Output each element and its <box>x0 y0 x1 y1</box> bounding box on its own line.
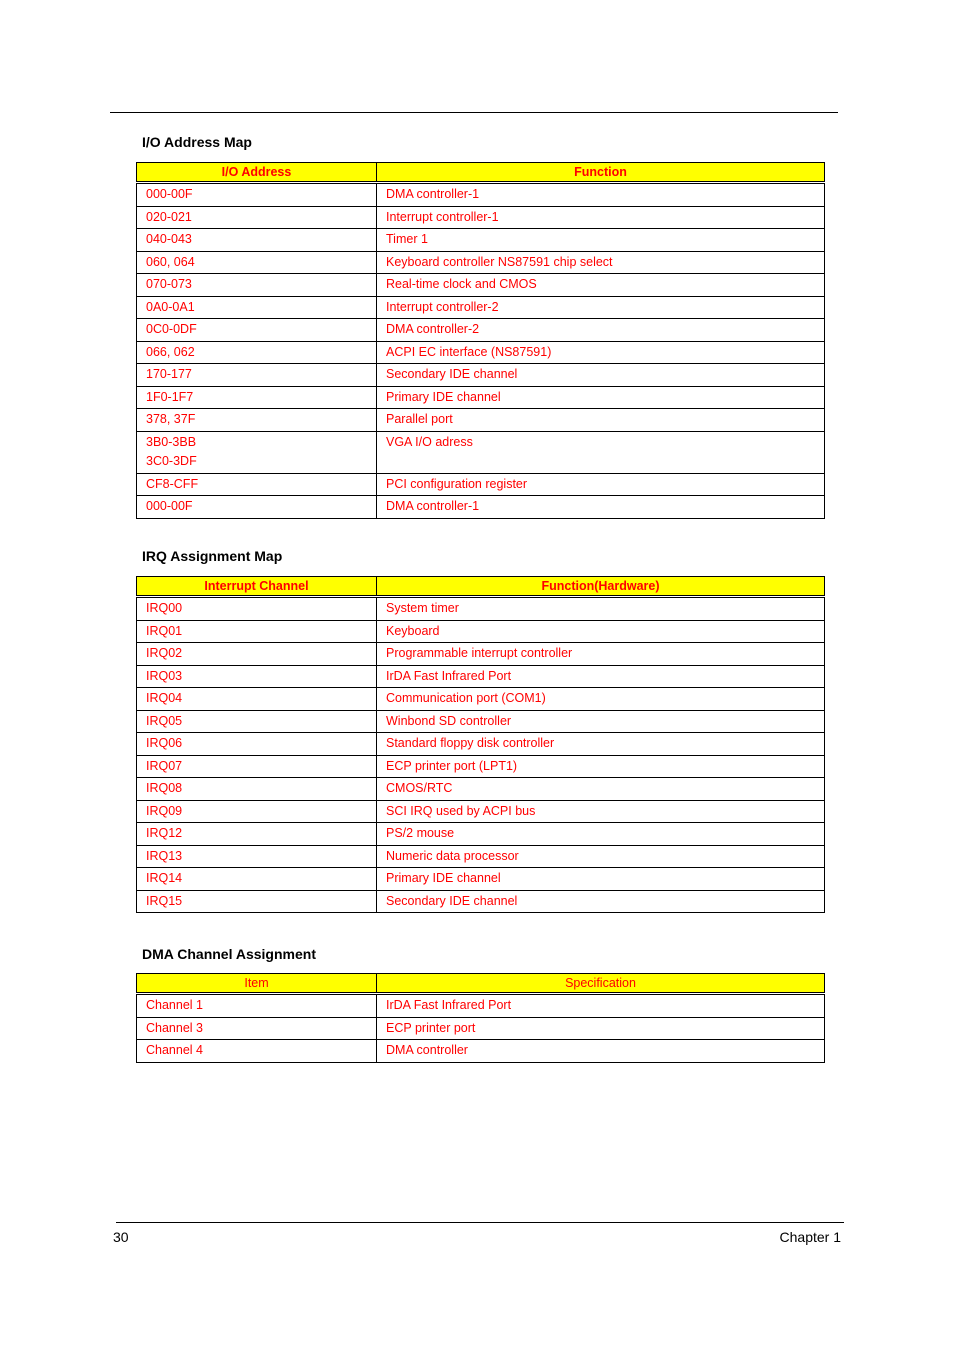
function-cell: PCI configuration register <box>377 473 825 496</box>
dma-item-cell: Channel 1 <box>137 994 377 1018</box>
function-cell: Keyboard controller NS87591 chip select <box>377 251 825 274</box>
io-address-cell: 0A0-0A1 <box>137 296 377 319</box>
function-cell: Timer 1 <box>377 229 825 252</box>
table-row <box>137 688 825 711</box>
io-address-cell: 070-073 <box>137 274 377 297</box>
chapter-label: Chapter 1 <box>779 1229 841 1245</box>
table-row <box>137 994 825 1018</box>
function-cell: Winbond SD controller <box>377 710 825 733</box>
function-header: Function <box>377 163 825 183</box>
irq-channel-cell: IRQ01 <box>137 620 377 643</box>
io-address-cell: 170-177 <box>137 364 377 387</box>
footer-rule <box>116 1222 844 1223</box>
dma-map-title: DMA Channel Assignment <box>142 946 316 962</box>
irq-channel-cell: IRQ12 <box>137 823 377 846</box>
irq-assignment-table <box>136 576 825 913</box>
specification-cell: DMA controller <box>377 1040 825 1063</box>
table-row <box>137 890 825 913</box>
io-address-cell: 378, 37F <box>137 409 377 432</box>
io-address-line: 3B0-3BB <box>146 434 197 449</box>
irq-channel-cell: IRQ08 <box>137 778 377 801</box>
function-cell: Parallel port <box>377 409 825 432</box>
table-row <box>137 386 825 409</box>
io-address-cell: 1F0-1F7 <box>137 386 377 409</box>
function-cell: DMA controller-1 <box>377 183 825 207</box>
irq-channel-cell: IRQ06 <box>137 733 377 756</box>
dma-item-cell: Channel 4 <box>137 1040 377 1063</box>
table-row <box>137 845 825 868</box>
io-address-cell: 040-043 <box>137 229 377 252</box>
table-row <box>137 183 825 207</box>
table-row <box>137 710 825 733</box>
irq-channel-cell: IRQ15 <box>137 890 377 913</box>
io-address-cell: 060, 064 <box>137 251 377 274</box>
function-cell: ECP printer port (LPT1) <box>377 755 825 778</box>
io-address-cell: CF8-CFF <box>137 473 377 496</box>
irq-channel-cell: IRQ13 <box>137 845 377 868</box>
irq-channel-cell: IRQ03 <box>137 665 377 688</box>
table-row <box>137 229 825 252</box>
function-cell: DMA controller-1 <box>377 496 825 519</box>
table-row <box>137 755 825 778</box>
function-cell: Programmable interrupt controller <box>377 643 825 666</box>
function-cell: ACPI EC interface (NS87591) <box>377 341 825 364</box>
io-address-cell: 000-00F <box>137 183 377 207</box>
dma-item-cell: Channel 3 <box>137 1017 377 1040</box>
function-cell: CMOS/RTC <box>377 778 825 801</box>
table-row <box>137 643 825 666</box>
table-header-row <box>137 577 825 597</box>
irq-channel-cell: IRQ07 <box>137 755 377 778</box>
function-cell: Numeric data processor <box>377 845 825 868</box>
io-address-cell <box>137 431 377 473</box>
irq-channel-cell: IRQ09 <box>137 800 377 823</box>
function-cell: Secondary IDE channel <box>377 890 825 913</box>
io-address-cell: 066, 062 <box>137 341 377 364</box>
function-hardware-header: Function(Hardware) <box>377 577 825 597</box>
function-cell: DMA controller-2 <box>377 319 825 342</box>
table-header-row <box>137 974 825 994</box>
page-number: 30 <box>113 1229 129 1245</box>
table-row <box>137 665 825 688</box>
table-row <box>137 473 825 496</box>
table-row <box>137 733 825 756</box>
function-cell: Primary IDE channel <box>377 386 825 409</box>
function-cell: Keyboard <box>377 620 825 643</box>
table-row <box>137 1040 825 1063</box>
table-row <box>137 778 825 801</box>
item-header: Item <box>137 974 377 994</box>
table-row <box>137 319 825 342</box>
function-cell: System timer <box>377 597 825 621</box>
function-cell: SCI IRQ used by ACPI bus <box>377 800 825 823</box>
function-cell: Standard floppy disk controller <box>377 733 825 756</box>
function-cell: Interrupt controller-2 <box>377 296 825 319</box>
irq-map-title: IRQ Assignment Map <box>142 548 283 564</box>
interrupt-channel-header: Interrupt Channel <box>137 577 377 597</box>
function-cell: Communication port (COM1) <box>377 688 825 711</box>
top-rule <box>110 112 838 113</box>
table-row <box>137 597 825 621</box>
function-cell: Real-time clock and CMOS <box>377 274 825 297</box>
function-cell: VGA I/O adress <box>377 431 825 473</box>
function-cell: Interrupt controller-1 <box>377 206 825 229</box>
table-row <box>137 823 825 846</box>
table-row <box>137 251 825 274</box>
table-row <box>137 1017 825 1040</box>
io-address-cell: 000-00F <box>137 496 377 519</box>
io-address-table <box>136 162 825 519</box>
specification-cell: ECP printer port <box>377 1017 825 1040</box>
table-row <box>137 341 825 364</box>
irq-channel-cell: IRQ14 <box>137 868 377 891</box>
table-row <box>137 364 825 387</box>
table-header-row <box>137 163 825 183</box>
function-cell: Primary IDE channel <box>377 868 825 891</box>
irq-channel-cell: IRQ00 <box>137 597 377 621</box>
specification-header: Specification <box>377 974 825 994</box>
table-row <box>137 431 825 473</box>
io-address-header: I/O Address <box>137 163 377 183</box>
irq-channel-cell: IRQ05 <box>137 710 377 733</box>
specification-cell: IrDA Fast Infrared Port <box>377 994 825 1018</box>
table-row <box>137 496 825 519</box>
io-address-cell: 020-021 <box>137 206 377 229</box>
irq-channel-cell: IRQ02 <box>137 643 377 666</box>
function-cell: Secondary IDE channel <box>377 364 825 387</box>
irq-channel-cell: IRQ04 <box>137 688 377 711</box>
table-row <box>137 409 825 432</box>
table-row <box>137 800 825 823</box>
io-map-title: I/O Address Map <box>142 134 252 150</box>
table-row <box>137 296 825 319</box>
table-row <box>137 206 825 229</box>
function-cell: IrDA Fast Infrared Port <box>377 665 825 688</box>
table-row <box>137 274 825 297</box>
io-address-line: 3C0-3DF <box>146 453 197 468</box>
dma-channel-table <box>136 973 825 1063</box>
io-address-cell: 0C0-0DF <box>137 319 377 342</box>
function-cell: PS/2 mouse <box>377 823 825 846</box>
table-row <box>137 620 825 643</box>
table-row <box>137 868 825 891</box>
